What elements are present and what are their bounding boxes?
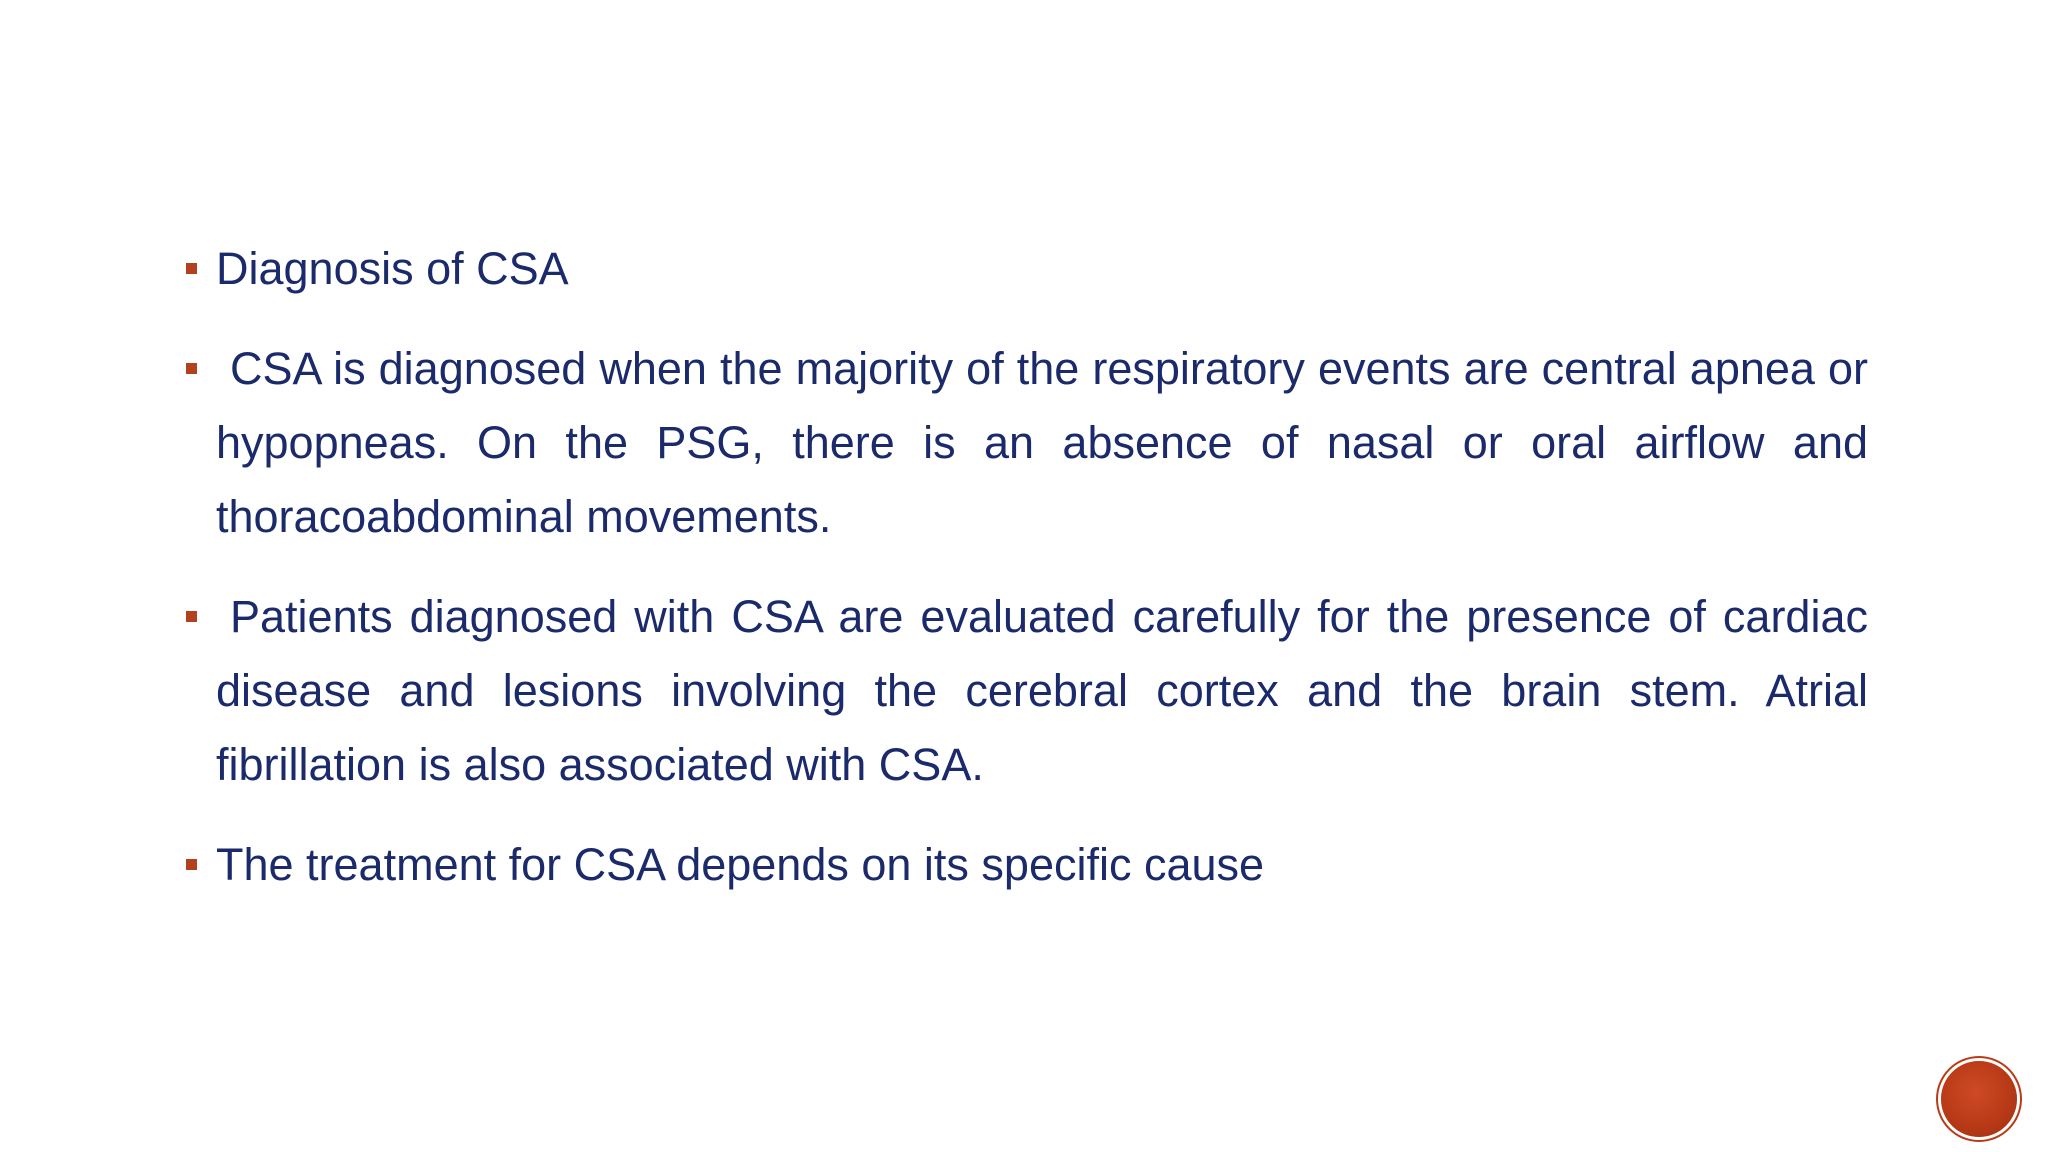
bullet-text: CSA is diagnosed when the majority of the respiratory events are central apnea or hypopneas. On the PSG, there is an absence of nasal or oral airflow and thoracoabdominal movements. [216,343,1868,542]
bullet-item [186,332,1868,554]
bullet-item [186,580,1868,802]
square-bullet-icon [186,611,197,622]
square-bullet-icon [186,363,197,374]
bullet-text: Diagnosis of CSA [216,243,569,294]
bullet-list [186,232,1868,928]
bullet-text: Patients diagnosed with CSA are evaluated carefully for the presence of cardiac disease and lesions involving the cerebral cortex and the brain stem. Atrial fibrillation is also associated with CSA. [216,591,1868,790]
page-number-badge-icon [1941,1061,2017,1137]
square-bullet-icon [186,859,197,870]
square-bullet-icon [186,263,197,274]
bullet-item [186,232,1868,306]
bullet-item [186,828,1868,902]
bullet-text: The treatment for CSA depends on its specific cause [216,839,1265,890]
